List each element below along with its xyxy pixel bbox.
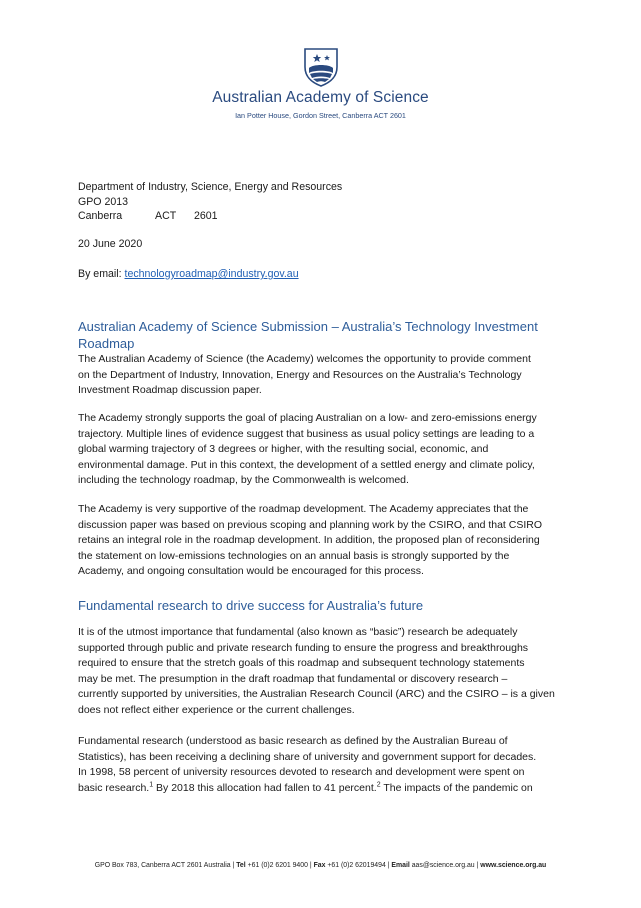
footer-fax: +61 (0)2 62019494 <box>325 862 386 869</box>
paragraph-line: It is of the utmost importance that fundamental (also known as “basic”) research be adequately <box>78 626 518 638</box>
recipient-city: Canberra <box>78 210 123 222</box>
footnote-ref[interactable]: 2 <box>376 781 381 789</box>
footer-separator: | <box>307 862 314 869</box>
paragraph-line: including the technology roadmap, by the Commonwealth is welcomed. <box>78 474 409 487</box>
paragraph-line: The Academy is very supportive of the roadmap development. The Academy appreciates that the <box>78 503 529 515</box>
recipient-line: Department of Industry, Science, Energy and Resources <box>78 181 343 193</box>
paragraph <box>78 352 568 399</box>
text-segment: The impacts of the pandemic on <box>380 781 533 794</box>
paragraph-line: The Academy strongly supports the goal of placing Australian on a low- and zero-emissions energy <box>78 412 537 424</box>
recipient-address <box>78 180 342 224</box>
paragraph-line: currently supported by universities, the Australian Research Council (ARC) and the CSIRO – is a given <box>78 688 555 701</box>
section-heading: Fundamental research to drive success for Australia’s future <box>78 598 424 613</box>
paragraph-line: Investment Roadmap discussion paper. <box>78 384 262 397</box>
paragraph-line: Academy, and ongoing consultation would be encouraged for this process. <box>78 565 424 578</box>
footer-website[interactable]: www.science.org.au <box>480 862 547 869</box>
paragraph <box>78 734 568 796</box>
paragraph-line: environmental damage. Put in this context, the development of a settled energy and climate policy, <box>78 458 535 471</box>
paragraph-line: required to ensure that the stretch goals of this roadmap and subsequent technology statements <box>78 657 525 670</box>
footer-address: GPO Box 783, Canberra ACT 2601 Australia <box>94 862 231 869</box>
heading-line: Australian Academy of Science Submission – Australia’s Technology Investment <box>78 319 538 334</box>
recipient-postcode: 2601 <box>194 210 218 222</box>
org-name: Australian Academy of Science <box>212 89 429 106</box>
paragraph <box>78 411 568 489</box>
paragraph-line: supported through public and private research funding to ensure the progress and breakthroughs <box>78 641 529 654</box>
footer-tel-label: Tel <box>236 862 246 869</box>
heading-line: Roadmap <box>78 336 135 351</box>
email-link[interactable]: technologyroadmap@industry.gov.au <box>124 268 299 280</box>
paragraph-line: Statistics), has been receiving a declining share of university and government support for decades. <box>78 750 537 763</box>
paragraph-line: discussion paper was based on previous scoping and planning work by the CSIRO, and that CSIRO <box>78 518 543 531</box>
paragraph-line: does not reflect either experience or the current challenges. <box>78 703 355 716</box>
footer-tel: +61 (0)2 6201 9400 <box>245 862 308 869</box>
footer-separator: | <box>230 862 237 869</box>
paragraph-line: the statement on low-emissions technologies on an annual basis is strongly supported by the <box>78 549 510 562</box>
footer-fax-label: Fax <box>313 862 326 869</box>
recipient-state: ACT <box>155 210 177 222</box>
email-label: By email: <box>78 268 125 280</box>
paragraph-line: retains an integral role in the roadmap development. In addition, the proposed plan of reconsidering <box>78 534 540 547</box>
footer-separator: | <box>474 862 481 869</box>
footer-email[interactable]: aas@science.org.au <box>409 862 475 869</box>
page-footer <box>0 862 641 869</box>
org-address: Ian Potter House, Gordon Street, Canberra ACT 2601 <box>235 111 406 120</box>
paragraph-line: Fundamental research (understood as basic research as defined by the Australian Bureau of <box>78 735 508 747</box>
paragraph-line: on the Department of Industry, Innovation, Energy and Resources on the Australia’s Technology <box>78 368 522 381</box>
text-segment: By 2018 this allocation had fallen to 41 percent. <box>153 781 377 794</box>
letter-date: 20 June 2020 <box>78 238 143 250</box>
paragraph-line: may be met. The presumption in the draft roadmap that fundamental or discovery research – <box>78 672 508 685</box>
paragraph-line-with-footnotes <box>78 781 568 797</box>
submission-heading <box>78 318 558 352</box>
paragraph <box>78 502 568 580</box>
email-line <box>78 268 299 280</box>
paragraph-line: trajectory. Multiple lines of evidence suggest that business as usual policy settings are leading to a <box>78 427 535 440</box>
paragraph-line: In 1998, 58 percent of university resources devoted to research and development were spent on <box>78 766 525 779</box>
recipient-line: GPO 2013 <box>78 195 129 208</box>
footer-email-label: Email <box>391 862 410 869</box>
paragraph-line: The Australian Academy of Science (the Academy) welcomes the opportunity to provide comment <box>78 353 531 365</box>
footer-separator: | <box>385 862 392 869</box>
text-segment: basic research. <box>78 781 150 794</box>
paragraph <box>78 625 568 719</box>
paragraph-line: global warming trajectory of 3 degrees or higher, with the resulting social, economic, and <box>78 443 489 456</box>
recipient-city-row <box>78 209 342 224</box>
academy-crest-icon <box>303 47 339 87</box>
footnote-ref[interactable]: 1 <box>149 781 154 789</box>
